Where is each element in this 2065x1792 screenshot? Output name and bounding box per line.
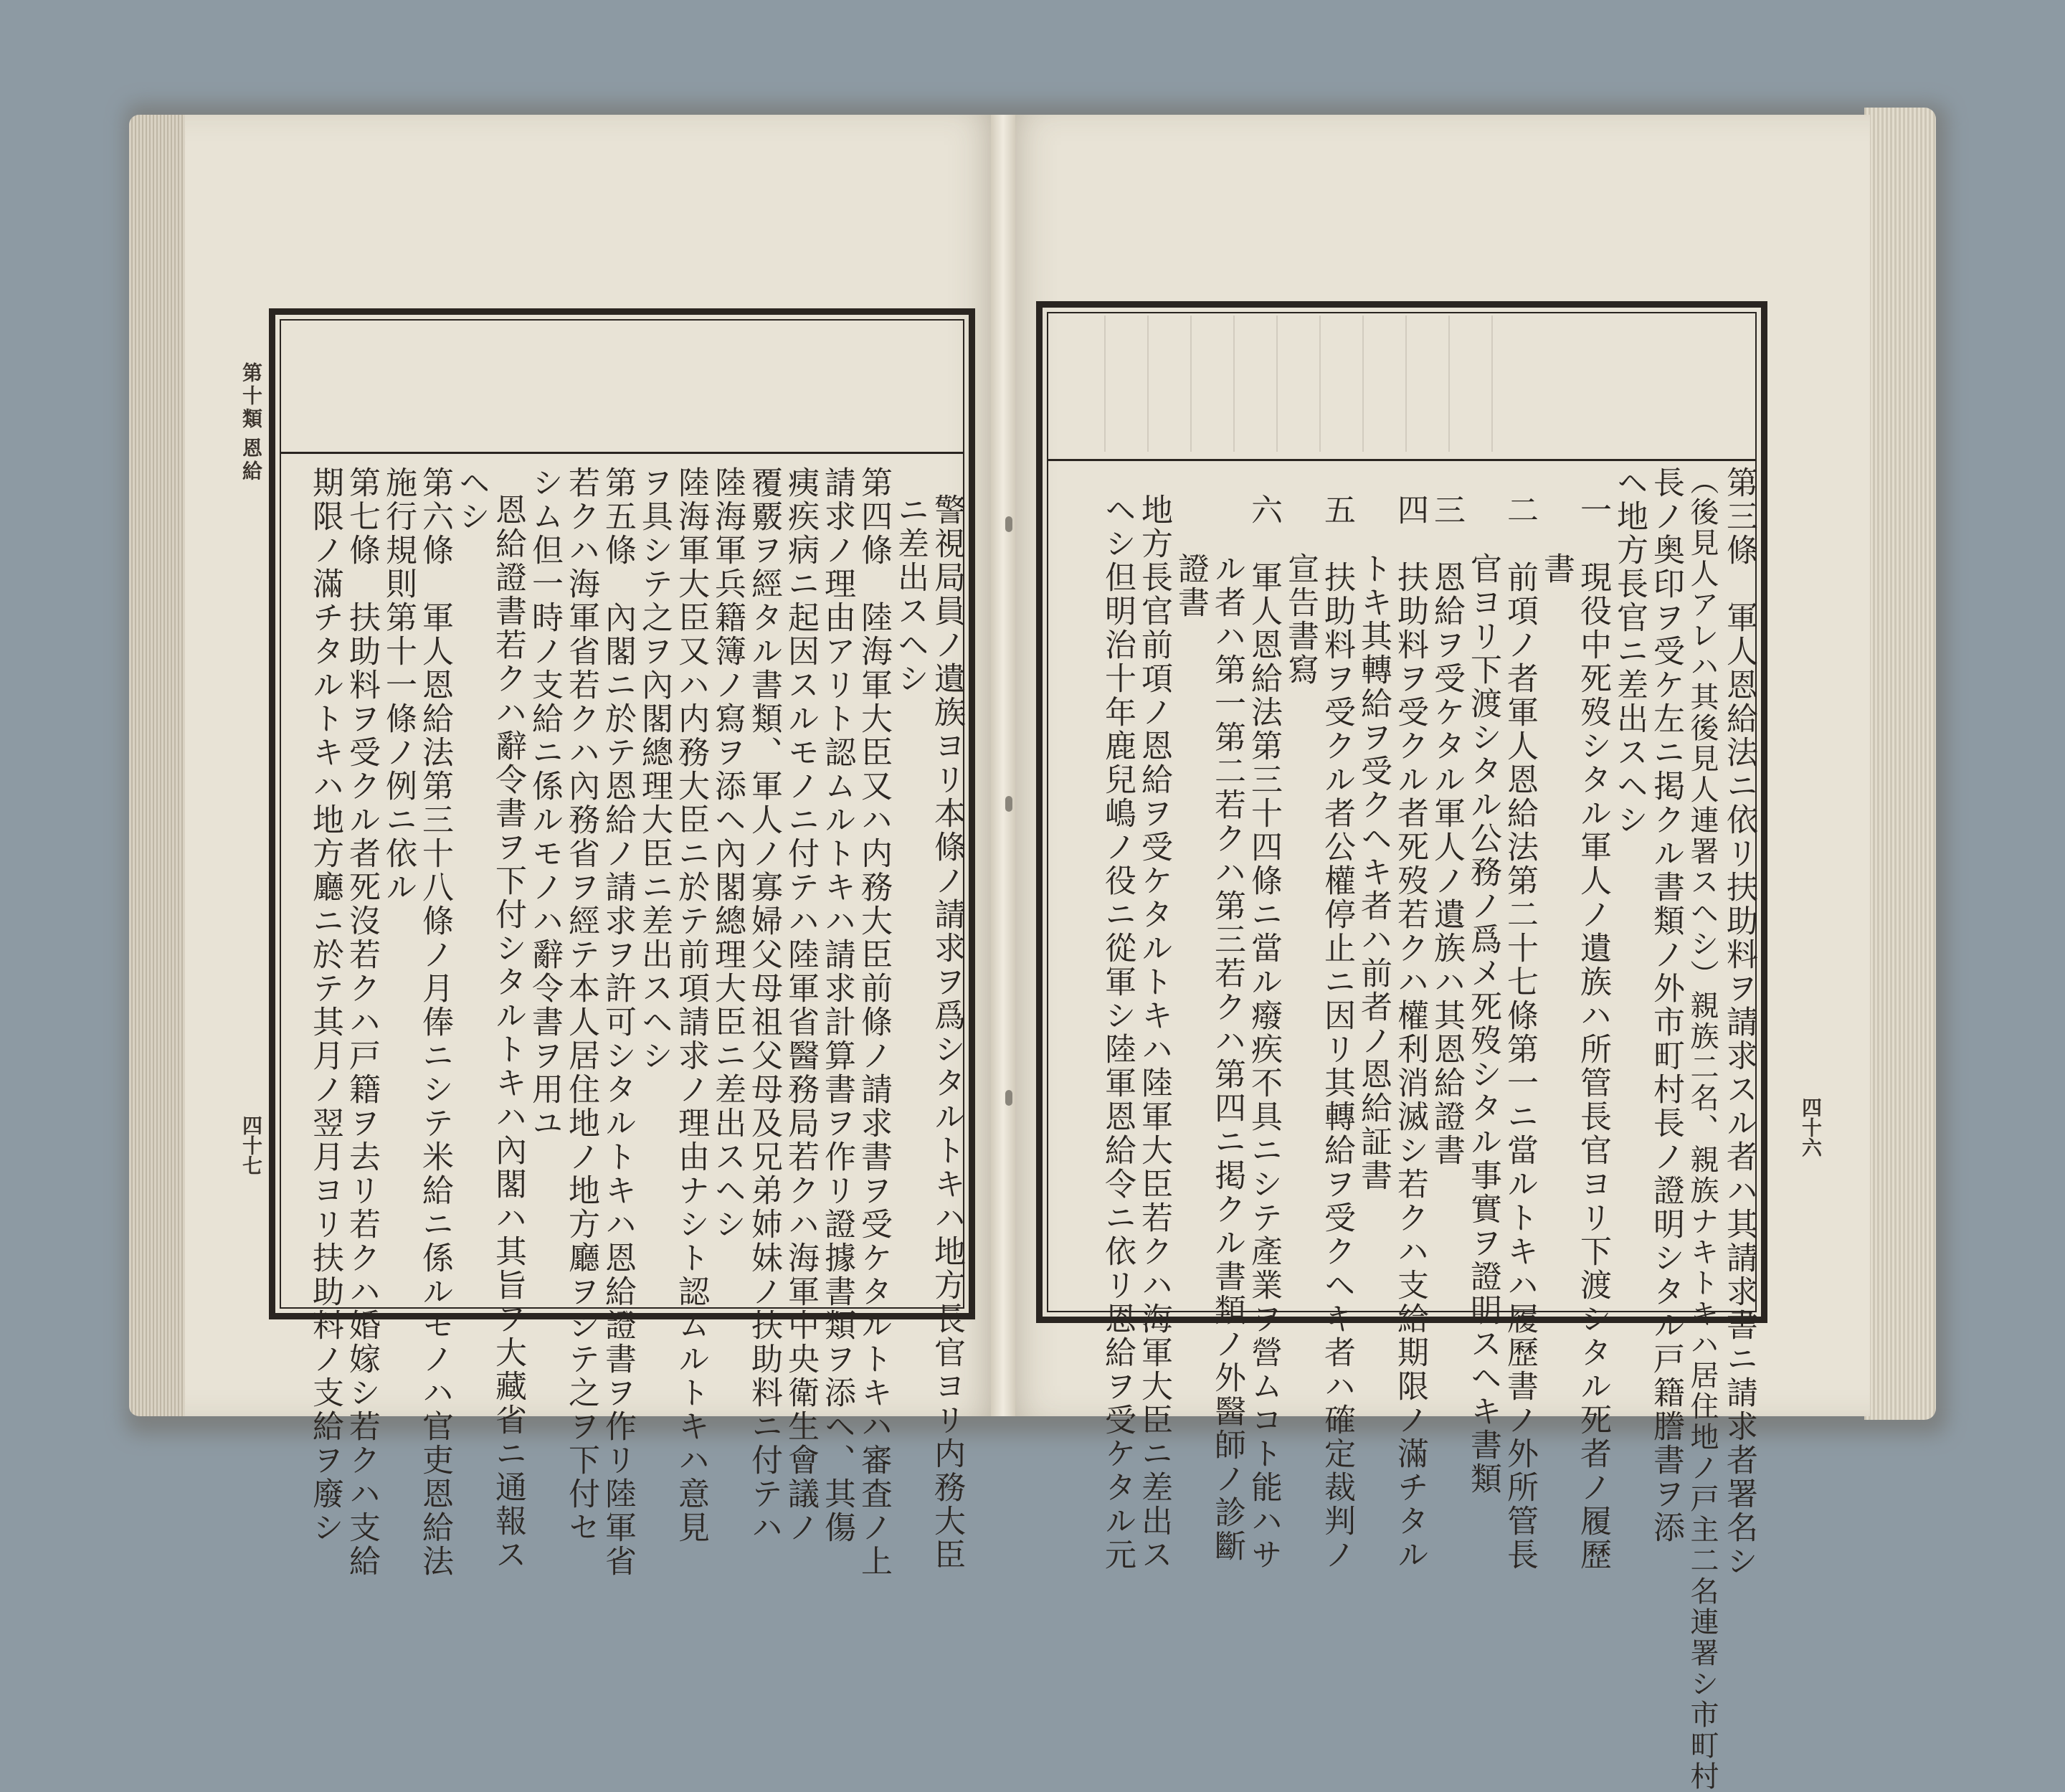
left-text-column: ニ差出スヘシ bbox=[892, 493, 929, 696]
left-text-column: 請求ノ理由アリト認ムルトキハ請求計算書ヲ作リ證據書類ヲ添ヘ、其傷 bbox=[819, 466, 855, 1545]
right-page-number: 四十六 bbox=[1799, 1097, 1823, 1157]
page-edges-right bbox=[1864, 108, 1936, 1420]
right-text-column: 官ヨリ下渡シタル公務ノ爲メ死歿シタル事實ヲ證明スヘキ書類 bbox=[1465, 552, 1501, 1496]
left-text-column: 第四條 陸海軍大臣又ハ内務大臣前條ノ請求書ヲ受ケタルトキハ審査ノ上 bbox=[855, 466, 892, 1578]
left-text-column: 覆覈ヲ經タル書類、軍人ノ寡婦父母祖父母及兄弟姉妹ノ扶助料ニ付テハ bbox=[746, 466, 782, 1545]
left-text-column: 第七條 扶助料ヲ受クル者死沒若クハ戸籍ヲ去リ若クハ婚嫁シ若クハ支給 bbox=[343, 466, 380, 1578]
left-text-column: 恩給證書若クハ辭令書ヲ下付シタルトキハ內閣ハ其旨ヲ大藏省ニ通報ス bbox=[490, 493, 526, 1572]
right-text-column: トキ其轉給ヲ受クヘキ者ハ前者ノ恩給証書 bbox=[1355, 552, 1392, 1193]
left-text-column: 警視局員ノ遺族ヨリ本條ノ請求ヲ爲シタルトキハ地方長官ヨリ内務大臣 bbox=[929, 493, 965, 1572]
right-text-column: 三 恩給ヲ受ケタル軍人ノ遺族ハ其恩給證書 bbox=[1428, 493, 1465, 1167]
left-text-column: ヲ具シテ之ヲ內閣總理大臣ニ差出スヘシ bbox=[636, 466, 673, 1073]
right-text-column: 宣告書寫 bbox=[1282, 552, 1319, 687]
right-text-column: 四 扶助料ヲ受クル者死歿若クハ權利消滅シ若クハ支給期限ノ滿チタル bbox=[1392, 493, 1428, 1572]
left-text-column: 施行規則第十一條ノ例ニ依ル bbox=[380, 466, 417, 904]
binding-hole bbox=[1005, 516, 1012, 532]
right-text-column: ヘシ但明治十年鹿兒嶋ノ役ニ從軍シ陸軍恩給令ニ依リ恩給ヲ受ケタル元 bbox=[1099, 493, 1136, 1572]
binding-hole bbox=[1005, 796, 1012, 812]
right-text-column: 一 現役中死歿シタル軍人ノ遺族ハ所管長官ヨリ下渡シタル死者ノ履歷 bbox=[1575, 493, 1611, 1572]
right-text-column: 二 前項ノ者軍人恩給法第二十七條第一ニ當ルトキハ履歷書ノ外所管長 bbox=[1501, 493, 1538, 1572]
left-text-column: 陸海軍大臣又ハ内務大臣ニ於テ前項請求ノ理由ナシト認ムルトキハ意見 bbox=[673, 466, 709, 1545]
page-edges-left bbox=[129, 115, 186, 1416]
left-page-number: 四十七 bbox=[239, 1115, 263, 1175]
book-gutter bbox=[991, 115, 1015, 1416]
right-text-column: 書 bbox=[1538, 552, 1575, 586]
right-text-column: 六 軍人恩給法第三十四條ニ當ル癈疾不具ニシテ產業ヲ營ムコト能ハサ bbox=[1245, 493, 1282, 1572]
left-text-column: ヘシ bbox=[453, 466, 490, 534]
topic-label: 恩給 bbox=[239, 437, 263, 483]
right-text-column: 五 扶助料ヲ受クル者公權停止ニ因リ其轉給ヲ受クヘキ者ハ確定裁判ノ bbox=[1319, 493, 1355, 1572]
right-text-column: （後見人アレハ其後見人連署スヘシ）親族二名、親族ナキトキハ居住地ノ戸主二名連署シ市町村 bbox=[1686, 466, 1719, 1792]
right-text-column: ヘ地方長官ニ差出スヘシ bbox=[1611, 466, 1648, 837]
right-text-column: 地方長官前項ノ恩給ヲ受ケタルトキハ陸軍大臣若クハ海軍大臣ニ差出ス bbox=[1136, 493, 1172, 1572]
right-text-column: 第三條 軍人恩給法ニ依リ扶助料ヲ請求スル者ハ其請求書ニ請求者署名シ bbox=[1721, 466, 1757, 1578]
right-text-column: ル者ハ第一第二若クハ第三若クハ第四ニ掲クル書類ノ外醫師ノ診斷 bbox=[1209, 552, 1245, 1563]
left-text-column: 陸海軍兵籍簿ノ寫ヲ添ヘ內閣總理大臣ニ差出スヘシ bbox=[709, 466, 746, 1241]
right-text-column: 證書 bbox=[1172, 552, 1209, 620]
left-header-rule bbox=[280, 452, 964, 454]
left-text-column: 第五條 內閣ニ於テ恩給ノ請求ヲ許可シタルトキハ恩給證書ヲ作リ陸軍省 bbox=[599, 466, 636, 1578]
left-text-column: シム但一時ノ支給ニ係ルモノハ辭令書ヲ用ユ bbox=[526, 466, 563, 1140]
left-text-column: 若クハ海軍省若クハ內務省ヲ經テ本人居住地ノ地方廳ヲシテ之ヲ下付セ bbox=[563, 466, 599, 1545]
binding-hole bbox=[1005, 1090, 1012, 1106]
category-label: 第十類 bbox=[239, 362, 263, 431]
right-header-rule bbox=[1047, 459, 1757, 461]
left-text-column: 期限ノ滿チタルトキハ地方廳ニ於テ其月ノ翌月ヨリ扶助料ノ支給ヲ廢シ bbox=[307, 466, 343, 1545]
left-text-column: 痍疾病ニ起因スルモノニ付テハ陸軍省醫務局若クハ海軍中央衛生會議ノ bbox=[782, 466, 819, 1545]
right-text-column: 長ノ奥印ヲ受ケ左ニ掲クル書類ノ外市町村長ノ證明シタル戸籍謄書ヲ添 bbox=[1648, 466, 1684, 1545]
left-text-column: 第六條 軍人恩給法第三十八條ノ月俸ニシテ米給ニ係ルモノハ官吏恩給法 bbox=[417, 466, 453, 1578]
